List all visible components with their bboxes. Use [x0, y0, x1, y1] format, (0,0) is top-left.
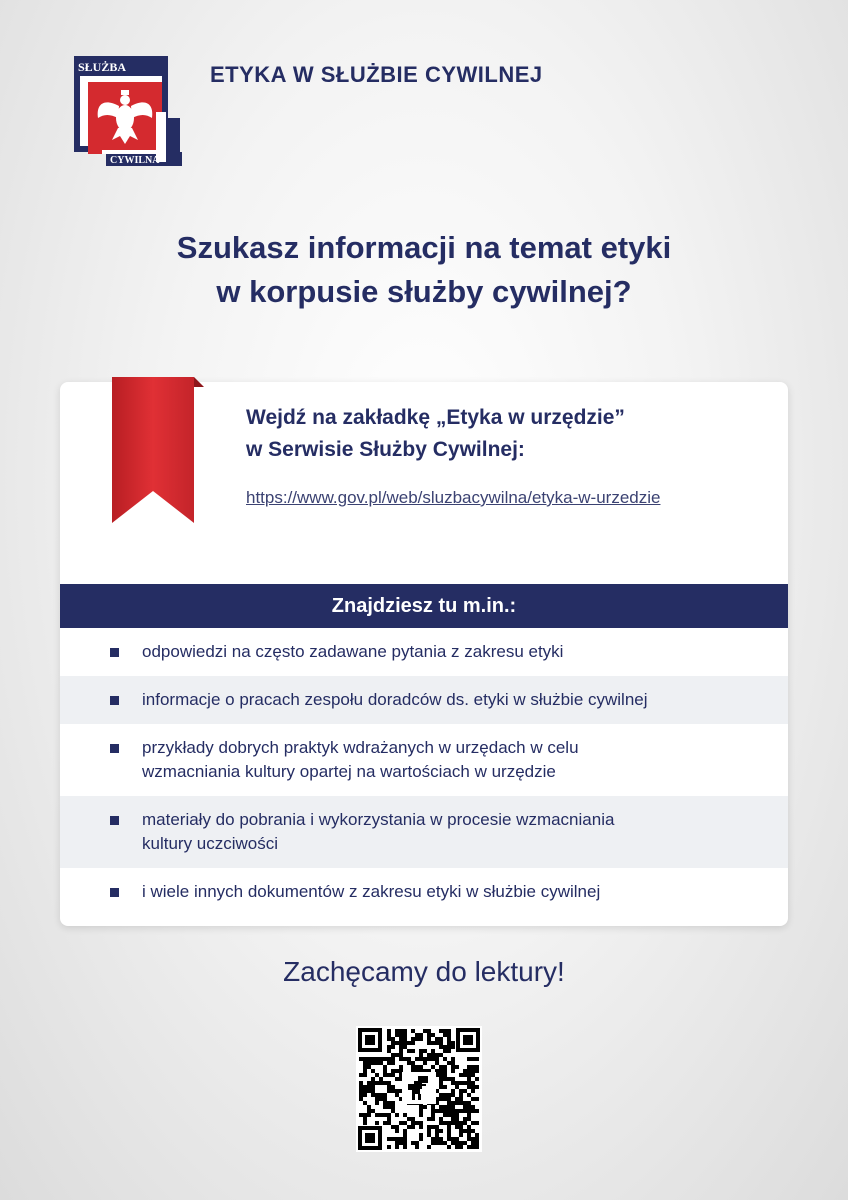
- list-item-text: przykłady dobrych praktyk wdrażanych w urzędach w celu: [142, 738, 579, 757]
- intro-line-2: w Serwisie Służby Cywilnej:: [246, 438, 525, 461]
- list-item-text: i wiele innych dokumentów z zakresu etyki w służbie cywilnej: [142, 882, 601, 901]
- list-item-text: informacje o pracach zespołu doradców ds. etyki w służbie cywilnej: [142, 690, 648, 709]
- square-bullet-icon: [110, 744, 119, 753]
- bookmark-ribbon-icon: [112, 373, 207, 529]
- section-band: Znajdziesz tu m.in.:: [60, 584, 788, 628]
- etyka-link[interactable]: https://www.gov.pl/web/sluzbacywilna/etyka-w-urzedzie: [246, 488, 661, 507]
- list-item: [60, 676, 788, 724]
- square-bullet-icon: [110, 648, 119, 657]
- feature-list: [60, 628, 788, 916]
- list-item-text: kultury uczciwości: [142, 834, 279, 853]
- list-item-text: odpowiedzi na często zadawane pytania z zakresu etyki: [142, 642, 564, 661]
- sluzba-cywilna-logo: [74, 56, 182, 168]
- page-headline: [0, 226, 848, 314]
- square-bullet-icon: [110, 888, 119, 897]
- logo-bottom-text: CYWILNA: [110, 155, 160, 166]
- list-item: [60, 796, 788, 868]
- headline-line-2: w korpusie służby cywilnej?: [216, 274, 632, 309]
- list-item: [60, 724, 788, 796]
- header-title: ETYKA W SŁUŻBIE CYWILNEJ: [210, 62, 543, 87]
- list-item-text: materiały do pobrania i wykorzystania w procesie wzmacniania: [142, 810, 615, 829]
- square-bullet-icon: [110, 696, 119, 705]
- card-intro: [246, 402, 625, 466]
- closing-text: Zachęcamy do lektury!: [283, 956, 565, 987]
- list-item: [60, 628, 788, 676]
- list-item: [60, 868, 788, 916]
- headline-line-1: Szukasz informacji na temat etyki: [176, 230, 672, 265]
- qr-code-icon[interactable]: [356, 1026, 482, 1152]
- list-item-text: wzmacniania kultury opartej na wartościach w urzędzie: [142, 762, 556, 781]
- logo-top-text: SŁUŻBA: [78, 60, 127, 74]
- square-bullet-icon: [110, 816, 119, 825]
- intro-line-1: Wejdź na zakładkę „Etyka w urzędzie”: [246, 406, 625, 429]
